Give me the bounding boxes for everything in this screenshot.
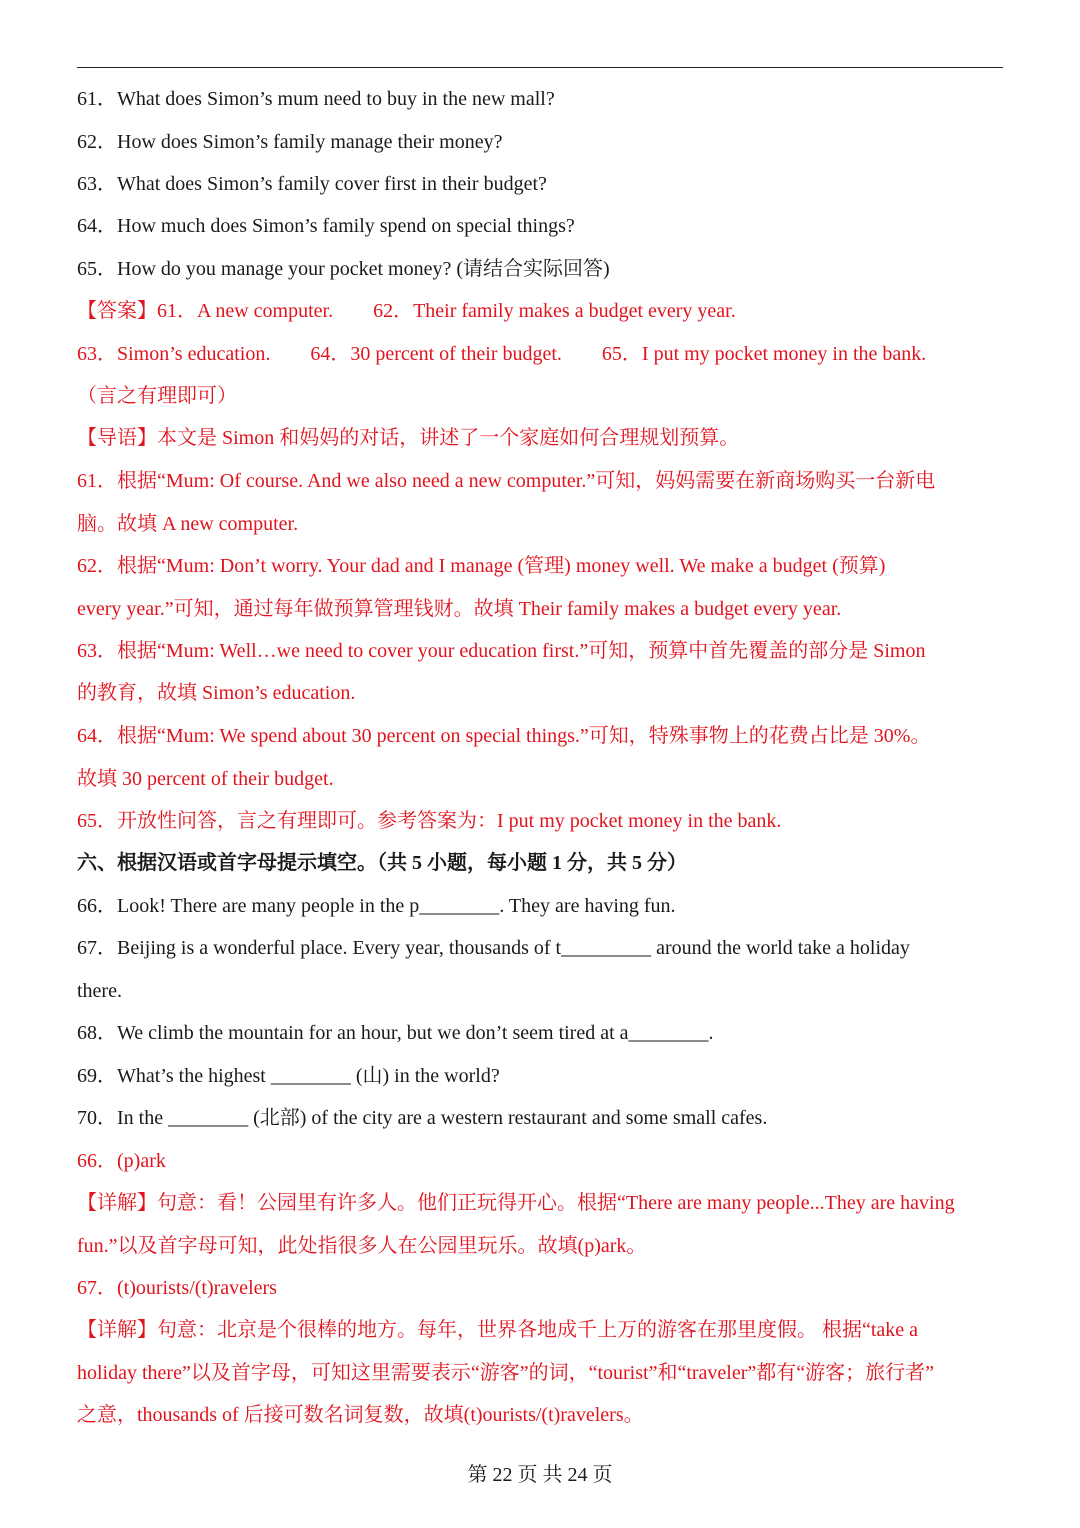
answer-67: 67．(t)ourists/(t)ravelers [77,1277,277,1299]
answer-line-1: 【答案】61．A new computer. 62．Their family makes a budget every year. [77,300,736,322]
explain-67-line-1: 【详解】句意：北京是个很棒的地方。每年，世界各地成千上万的游客在那里度假。 根据“take a [77,1319,919,1341]
explain-66-line-2: fun.”以及首字母可知，此处指很多人在公园里玩乐。故填(p)ark。 [77,1235,647,1257]
header-rule [77,67,1003,68]
question-64: 64．How much does Simon’s family spend on special things? [77,215,575,237]
question-66: 66．Look! There are many people in the p________. They are having fun. [77,895,676,917]
explain-63-line-2: 的教育，故填 Simon’s education. [77,682,356,704]
section-heading: 六、根据汉语或首字母提示填空。（共 5 小题，每小题 1 分，共 5 分） [77,852,687,874]
question-67-line-2: there. [77,980,122,1002]
explain-66-line-1: 【详解】句意：看！公园里有许多人。他们正玩得开心。根据“There are many people...They are having [77,1192,955,1214]
answer-line-2: 63．Simon’s education. 64．30 percent of their budget. 65．I put my pocket money in the bank. [77,343,927,365]
answer-note: （言之有理即可） [77,385,237,407]
explain-67-line-3: 之意，thousands of 后接可数名词复数，故填(t)ourists/(t)ravelers。 [77,1404,644,1426]
question-62: 62．How does Simon’s family manage their money? [77,131,503,153]
question-70: 70．In the ________ (北部) of the city are a western restaurant and some small cafes. [77,1107,768,1129]
explain-64-line-2: 故填 30 percent of their budget. [77,768,334,790]
question-68: 68．We climb the mountain for an hour, but we don’t seem tired at a________. [77,1022,714,1044]
explain-61-line-2: 脑。故填 A new computer. [77,513,299,535]
explain-62-line-1: 62．根据“Mum: Don’t worry. Your dad and I manage (管理) money well. We make a budget (预算) [77,555,886,577]
page-number: 第 22 页 共 24 页 [467,1464,613,1486]
explain-67-line-2: holiday there”以及首字母，可知这里需要表示“游客”的词，“tourist”和“traveler”都有“游客；旅行者” [77,1362,935,1384]
answer-66: 66．(p)ark [77,1150,166,1172]
question-61: 61．What does Simon’s mum need to buy in the new mall? [77,88,555,110]
explain-62-line-2: every year.”可知，通过每年做预算管理钱财。故填 Their family makes a budget every year. [77,598,842,620]
question-65: 65．How do you manage your pocket money? (请结合实际回答) [77,258,610,280]
explain-63-line-1: 63．根据“Mum: Well…we need to cover your education first.”可知，预算中首先覆盖的部分是 Simon [77,640,926,662]
intro-line: 【导语】本文是 Simon 和妈妈的对话，讲述了一个家庭如何合理规划预算。 [77,427,740,449]
question-63: 63．What does Simon’s family cover first in their budget? [77,173,547,195]
explain-64-line-1: 64．根据“Mum: We spend about 30 percent on special things.”可知，特殊事物上的花费占比是 30%。 [77,725,931,747]
explain-65: 65．开放性问答，言之有理即可。参考答案为：I put my pocket money in the bank. [77,810,782,832]
question-67-line-1: 67．Beijing is a wonderful place. Every year, thousands of t_________ around the world take a holiday [77,937,910,959]
question-69: 69．What’s the highest ________ (山) in the world? [77,1065,500,1087]
explain-61-line-1: 61．根据“Mum: Of course. And we also need a new computer.”可知，妈妈需要在新商场购买一台新电 [77,470,936,492]
